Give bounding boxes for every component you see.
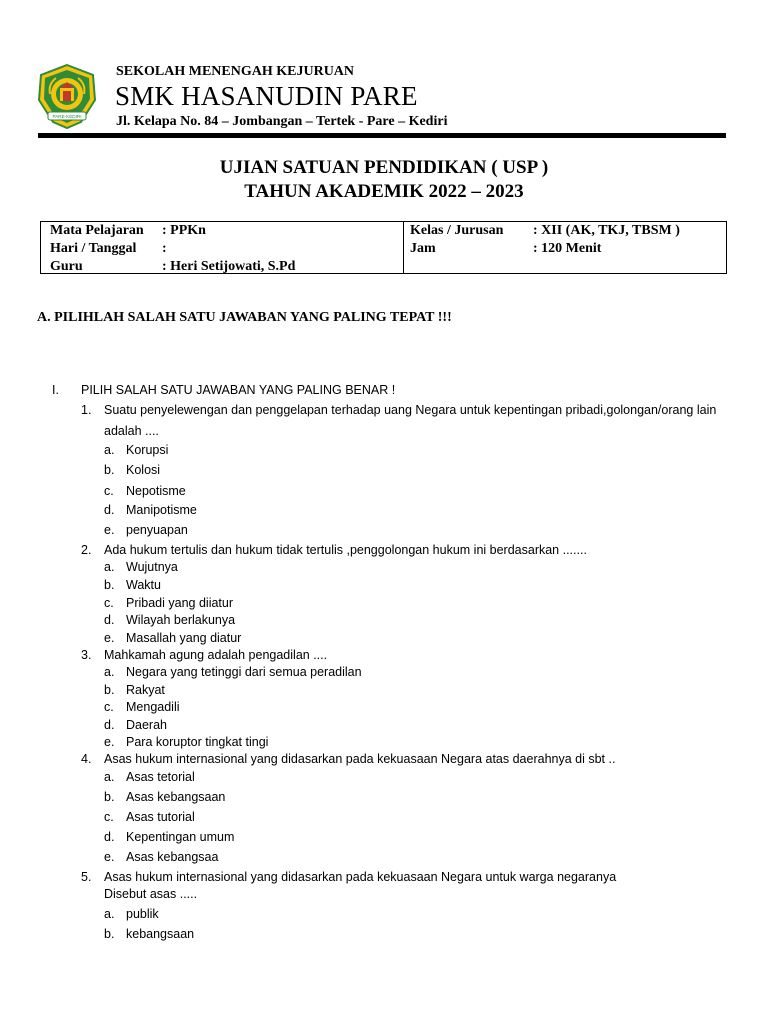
option-text: Wilayah berlakunya bbox=[126, 613, 236, 627]
question-text: Mahkamah agung adalah pengadilan .... bbox=[104, 648, 328, 662]
option-letter: b. bbox=[104, 683, 115, 697]
option-text: Manipotisme bbox=[126, 503, 197, 517]
option-letter: e. bbox=[104, 631, 115, 645]
school-name: SMK HASANUDIN PARE bbox=[115, 81, 418, 111]
svg-text:PARE-KEDIRI: PARE-KEDIRI bbox=[52, 114, 82, 119]
option-text: Korupsi bbox=[126, 443, 169, 457]
option-letter: e. bbox=[104, 523, 115, 537]
option-letter: a. bbox=[104, 665, 115, 679]
option-text: Waktu bbox=[126, 578, 161, 592]
question-number: 4. bbox=[81, 752, 92, 766]
info-label-date: Hari / Tanggal bbox=[50, 241, 137, 256]
info-value-teacher: : Heri Setijowati, S.Pd bbox=[162, 259, 296, 274]
option-text: Pribadi yang diiatur bbox=[126, 596, 234, 610]
question-number: 2. bbox=[81, 543, 92, 557]
option-text: Asas kebangsaa bbox=[126, 850, 219, 864]
question-text-cont: Disebut asas ..... bbox=[104, 887, 198, 901]
option-letter: b. bbox=[104, 927, 115, 941]
info-value-subject: : PPKn bbox=[162, 223, 206, 238]
option-text: Asas kebangsaan bbox=[126, 790, 226, 804]
option-text: Kolosi bbox=[126, 463, 161, 477]
info-label-teacher: Guru bbox=[50, 259, 83, 274]
question-text: Suatu penyelewengan dan penggelapan terhadap uang Negara untuk kepentingan pribadi,golongan/orang lain bbox=[104, 403, 717, 417]
option-text: Masallah yang diatur bbox=[126, 631, 242, 645]
option-text: penyuapan bbox=[126, 523, 188, 537]
option-text: Kepentingan umum bbox=[126, 830, 235, 844]
option-letter: c. bbox=[104, 700, 114, 714]
exam-title: UJIAN SATUAN PENDIDIKAN ( USP ) bbox=[219, 157, 549, 178]
option-text: Negara yang tetinggi dari semua peradilan bbox=[126, 665, 362, 679]
question-number: 1. bbox=[81, 403, 92, 417]
option-text: Rakyat bbox=[126, 683, 165, 697]
option-text: Asas tetorial bbox=[126, 770, 195, 784]
option-letter: d. bbox=[104, 503, 115, 517]
option-text: Daerah bbox=[126, 718, 167, 732]
option-letter: c. bbox=[104, 484, 114, 498]
info-label-duration: Jam bbox=[410, 241, 436, 256]
option-letter: e. bbox=[104, 735, 115, 749]
option-text: publik bbox=[126, 907, 159, 921]
info-value-class: : XII (AK, TKJ, TBSM ) bbox=[533, 223, 680, 238]
option-letter: e. bbox=[104, 850, 115, 864]
option-text: Para koruptor tingkat tingi bbox=[126, 735, 269, 749]
option-text: Asas tutorial bbox=[126, 810, 195, 824]
question-text: Asas hukum internasional yang didasarkan pada kekuasaan Negara atas daerahnya di sbt .. bbox=[104, 752, 616, 766]
info-value-duration: : 120 Menit bbox=[533, 241, 602, 256]
option-text: Mengadili bbox=[126, 700, 180, 714]
option-letter: a. bbox=[104, 443, 115, 457]
school-logo bbox=[38, 64, 96, 130]
question-text: Ada hukum tertulis dan hukum tidak tertulis ,penggolongan hukum ini berdasarkan ....... bbox=[104, 543, 587, 557]
option-letter: c. bbox=[104, 810, 114, 824]
option-letter: d. bbox=[104, 830, 115, 844]
option-letter: a. bbox=[104, 907, 115, 921]
option-text: Wujutnya bbox=[126, 560, 178, 574]
info-value-date: : bbox=[162, 241, 167, 256]
option-letter: b. bbox=[104, 790, 115, 804]
letterhead-divider bbox=[38, 133, 726, 138]
option-letter: b. bbox=[104, 578, 115, 592]
option-letter: d. bbox=[104, 613, 115, 627]
section-a-heading: A. PILIHLAH SALAH SATU JAWABAN YANG PALING TEPAT !!! bbox=[37, 310, 452, 325]
question-text-cont: adalah .... bbox=[104, 424, 159, 438]
question-text: Asas hukum internasional yang didasarkan pada kekuasaan Negara untuk warga negaranya bbox=[104, 870, 617, 884]
info-label-class: Kelas / Jurusan bbox=[410, 223, 504, 238]
option-letter: d. bbox=[104, 718, 115, 732]
option-letter: c. bbox=[104, 596, 114, 610]
school-type: SEKOLAH MENENGAH KEJURUAN bbox=[116, 64, 355, 79]
option-letter: a. bbox=[104, 770, 115, 784]
option-text: Nepotisme bbox=[126, 484, 186, 498]
option-letter: b. bbox=[104, 463, 115, 477]
option-text: kebangsaan bbox=[126, 927, 195, 941]
part-number: I. bbox=[52, 383, 59, 397]
school-address: Jl. Kelapa No. 84 – Jombangan – Tertek - Pare – Kediri bbox=[116, 114, 448, 129]
part-instruction: PILIH SALAH SATU JAWABAN YANG PALING BENAR ! bbox=[81, 383, 396, 397]
info-label-subject: Mata Pelajaran bbox=[50, 223, 144, 238]
academic-year: TAHUN AKADEMIK 2022 – 2023 bbox=[244, 181, 524, 202]
question-number: 3. bbox=[81, 648, 92, 662]
option-letter: a. bbox=[104, 560, 115, 574]
question-number: 5. bbox=[81, 870, 92, 884]
info-table-divider bbox=[403, 221, 404, 274]
